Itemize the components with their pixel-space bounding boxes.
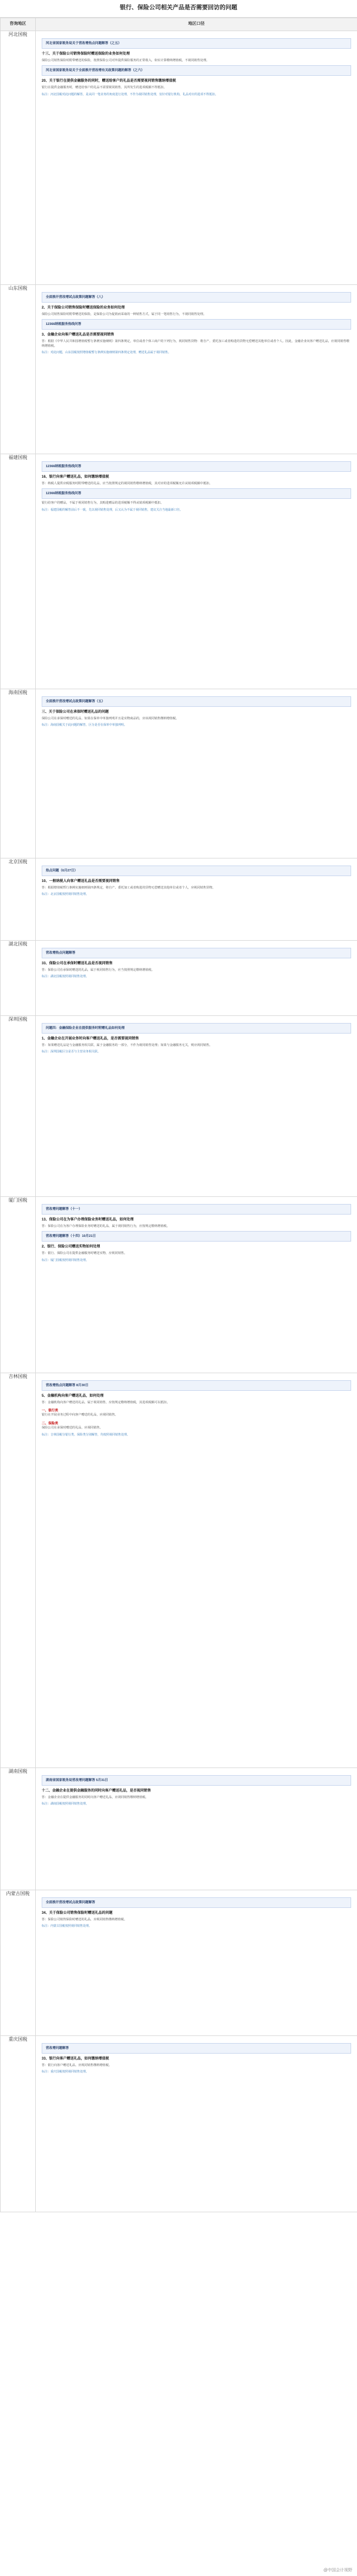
annotation-note: 标注：北京国税按照视同销售处理。 bbox=[42, 893, 89, 897]
region-cell: 山东国税 bbox=[1, 285, 36, 454]
answer-text: 答：保险公司销售保险时赠送的礼品，应视同销售缴纳增值税。 bbox=[42, 1917, 127, 1921]
header-content: 地区口径 bbox=[36, 18, 357, 31]
annotation-note: 标注：吉林国税分银行类、保险类分别解答，均按照视同销售处理。 bbox=[42, 1433, 130, 1437]
table-row bbox=[1, 2036, 357, 2212]
content-cell bbox=[36, 858, 357, 941]
annotation-note: 标注：深圳国税区分是否与主营业务相关联。 bbox=[42, 1050, 101, 1054]
annotation-note: 标注：内蒙古国税按照视同销售处理。 bbox=[42, 1924, 92, 1928]
section-heading: 12366纳税服务热线问答 bbox=[42, 461, 351, 472]
answer-text: 答：如果赠送礼品是与金融服务相关联，属于金融服务的一部分，不作为视同销售处理；如果与金融服务无关，则应视同销售。 bbox=[42, 1043, 213, 1047]
question-heading: 2、银行、保险公司赠送实物如何处理 bbox=[42, 1245, 100, 1249]
question-heading: 10、一般纳税人向客户赠送礼品是否需要视同销售 bbox=[42, 880, 120, 884]
title-bar bbox=[0, 0, 357, 18]
section-heading: 全面推开营改增试点政策问题解答 bbox=[42, 1897, 351, 1908]
question-heading: 1、金融企业在开展业务时向客户赠送礼品，是否需要视同销售 bbox=[42, 1037, 139, 1041]
section-heading: 12366纳税服务热线问答 bbox=[42, 488, 351, 499]
region-cell: 湖南国税 bbox=[1, 1768, 36, 1890]
answer-text: 答：保险公司在为客户办理保险业务时赠送的礼品，属于视同销售行为，应按规定缴纳增值税。 bbox=[42, 1224, 170, 1228]
content-cell bbox=[36, 1890, 357, 2036]
table-row bbox=[1, 858, 357, 941]
answer-text: 银行给客户的赠品，不属于视同销售行为，其购进赠品的进项税额不得从销项税额中抵扣。 bbox=[42, 501, 164, 505]
table-row bbox=[1, 941, 357, 1016]
answer-text: 答：根据增值税暂行条例实施细则第四条规定，将自产、委托加工或者购进的货物无偿赠送其他单位或者个人，应视同销售货物。 bbox=[42, 886, 215, 890]
content-cell bbox=[36, 31, 357, 285]
watermark: @中国会计视野 bbox=[323, 2568, 352, 2572]
section-heading: 问题四：金融保险企业在提供服务时附赠礼品如何处理 bbox=[42, 1023, 351, 1034]
answer-text: 答：保险公司在承保时赠送的礼品，属于视同销售行为，应当按照规定缴纳增值税。 bbox=[42, 968, 154, 972]
content-cell bbox=[36, 941, 357, 1016]
question-heading: 16、银行向客户赠送礼品，如何缴纳增值税 bbox=[42, 475, 109, 479]
answer-text: 银行在开展业务过程中向客户赠送的礼品，应视同销售。 bbox=[42, 1413, 118, 1417]
answer-text: 保险公司在承保时赠送的礼品，应视同销售。 bbox=[42, 1426, 103, 1430]
question-heading: 34、关于保险公司销售保险时赠送礼品的问题 bbox=[42, 1911, 113, 1916]
annotation-note: 标注：湖北国税按照视同销售处理。 bbox=[42, 975, 89, 979]
section-heading: 营改增问题解答（十四）10月21日 bbox=[42, 1231, 351, 1242]
annotation-note: 标注：厦门国税按照视同销售处理。 bbox=[42, 1258, 89, 1262]
page-title: 银行、保险公司相关产品是否需要回访的问题 bbox=[120, 5, 237, 12]
category-label: 二、保险类 bbox=[42, 1421, 58, 1425]
question-heading: 2、关于保险公司销售保险时赠送保险的业务如何处理 bbox=[42, 306, 125, 310]
content-cell bbox=[36, 2036, 357, 2212]
answer-text: 答：金融机构向客户赠送的礼品，属于视同销售，应按规定缴纳增值税，其进项税额可以抵扣。 bbox=[42, 1400, 170, 1404]
answer-text: 保险公司销售保险时附带赠送的保险，按照保险公司对外提供保险服务的正常收入，如实计算缴纳增值税，不视同销售处理。 bbox=[42, 58, 210, 62]
table-row bbox=[1, 689, 357, 858]
section-heading: 营改增问题解答（十一） bbox=[42, 1204, 351, 1215]
section-heading: 12366纳税服务热线问答 bbox=[42, 319, 351, 330]
header-region: 咨询地区 bbox=[1, 18, 36, 31]
content-cell bbox=[36, 1768, 357, 1890]
section-heading: 全面推开营改增试点政策问题解答（五） bbox=[42, 696, 351, 707]
table-row bbox=[1, 1016, 357, 1197]
annotation-note: 标注：福建国税的解答前后不一致，先以视同销售处理，后又认为不属于视同销售，建议关注当地最新口径。 bbox=[42, 508, 183, 512]
answer-text: 答：纳税人提供应税服务时附带赠送的礼品，应当按照规定的视同销售缴纳增值税，其对应的进项税额允许从销项税额中抵扣。 bbox=[42, 481, 213, 485]
answer-text: 银行在提供金融服务时，赠送给客户的礼品不需要视同销售，其所发生的进项税额不得抵扣。 bbox=[42, 86, 167, 90]
answer-text: 答：银行向客户赠送礼品，应视同销售缴纳增值税。 bbox=[42, 2063, 112, 2067]
region-cell: 湖北国税 bbox=[1, 941, 36, 1016]
annotation-note: 标注：湖南国税按照视同销售处理。 bbox=[42, 1802, 89, 1806]
question-heading: 33、银行向客户赠送礼品，如何缴纳增值税 bbox=[42, 2057, 109, 2061]
content-cell bbox=[36, 689, 357, 858]
answer-text: 答：金融企业在提供金融服务的同时向客户赠送礼品，应视同销售缴纳增值税。 bbox=[42, 1795, 149, 1799]
question-heading: 5、金融机构向客户赠送礼品，如何处理 bbox=[42, 1394, 104, 1398]
content-cell bbox=[36, 285, 357, 454]
section-heading: 湖南省国家税务局营改增问题解答 5月31日 bbox=[42, 1775, 351, 1786]
table-row bbox=[1, 1197, 357, 1373]
answer-text: 保险公司在承保时赠送的礼品，如果在保单中单独列明并且是实物商品的，应该视同销售缴纳增值税。 bbox=[42, 716, 179, 720]
table-row bbox=[1, 1890, 357, 2036]
section-heading: 热点问题（6月27日） bbox=[42, 866, 351, 876]
table-row bbox=[1, 1768, 357, 1890]
question-heading: 33、保险公司在承保时赠送礼品是否视同销售 bbox=[42, 962, 113, 966]
annotation-note: 标注：河北国税对此问题的解答，是从同一笔业务的角度进行处理，不作为视同销售处理，仅针对银行机构，礼品对应的进项不得抵扣。 bbox=[42, 92, 218, 96]
region-cell: 河北国税 bbox=[1, 31, 36, 285]
region-cell: 海南国税 bbox=[1, 689, 36, 858]
section-heading: 河北省国家税务局关于营改增热点问题解答（之五） bbox=[42, 38, 351, 49]
content-cell bbox=[36, 454, 357, 689]
region-cell: 厦门国税 bbox=[1, 1197, 36, 1373]
question-heading: 13、保险公司在为客户办理保险业务时赠送礼品，如何处理 bbox=[42, 1218, 134, 1222]
region-cell: 北京国税 bbox=[1, 858, 36, 941]
content-cell bbox=[36, 1373, 357, 1768]
annotation-note: 标注：对此问题，山东国税按照增值税暂行条例实施细则第四条规定处理，赠送礼品属于视同销售。 bbox=[42, 351, 171, 355]
annotation-note: 标注：重庆国税按照视同销售处理。 bbox=[42, 2070, 89, 2074]
answer-text: 答：银行、保险公司在提供金融服务时赠送实物，应视同销售。 bbox=[42, 1252, 127, 1256]
table-body bbox=[1, 31, 357, 2212]
policy-table bbox=[0, 18, 357, 2212]
section-heading: 营改增问题解答 bbox=[42, 2043, 351, 2054]
section-heading: 全面推开营改增试点政策问题解答（八） bbox=[42, 292, 351, 303]
section-heading: 河北省国家税务局关于全面推开营改增有关政策问题的解答（之六） bbox=[42, 65, 351, 76]
question-heading: 十三、关于保险公司销售保险时赠送保险的业务如何处理 bbox=[42, 52, 130, 56]
table-row bbox=[1, 31, 357, 285]
region-cell: 吉林国税 bbox=[1, 1373, 36, 1768]
question-heading: 20、关于银行在提供金融服务的同时，赠送给客户的礼品是否需要视同销售缴纳增值税 bbox=[42, 79, 176, 83]
answer-text: 保险公司销售保险时附带赠送的保险，是保险公司为促销而采取的一种销售方式，属于同一笔销售行为，不视同销售处理。 bbox=[42, 312, 207, 316]
region-cell: 内蒙古国税 bbox=[1, 1890, 36, 2036]
content-cell bbox=[36, 1016, 357, 1197]
table-row bbox=[1, 454, 357, 689]
table-row bbox=[1, 1373, 357, 1768]
table-header-row bbox=[1, 18, 357, 31]
region-cell: 福建国税 bbox=[1, 454, 36, 689]
content-cell bbox=[36, 1197, 357, 1373]
question-heading: 三、关于保险公司在承保时赠送礼品的问题 bbox=[42, 710, 109, 715]
region-cell: 深圳国税 bbox=[1, 1016, 36, 1197]
section-heading: 营改增热点问题解答 bbox=[42, 948, 351, 958]
region-cell: 重庆国税 bbox=[1, 2036, 36, 2212]
section-heading: 营改增热点问题解答 8月30日 bbox=[42, 1380, 351, 1391]
question-heading: 3、金融企业向客户赠送礼品是否需要视同销售 bbox=[42, 333, 114, 337]
answer-text: 答：根据《中华人民共和国增值税暂行条例实施细则》第四条规定，单位或者个体工商户的下列行为，视同销售货物：将自产、委托加工或者购进的货物无偿赠送其他单位或者个人。因此，金融企业向客户赠送礼品，应视同销售缴纳增值税。 bbox=[42, 340, 349, 348]
annotation-note: 标注：海南国税关于此问题的解答，区分是否在保单中单独列明。 bbox=[42, 723, 127, 727]
table-row bbox=[1, 285, 357, 454]
question-heading: 十二、金融企业在提供金融服务的同时向客户赠送礼品，是否视同销售 bbox=[42, 1789, 151, 1793]
category-label: 一、银行类 bbox=[42, 1409, 58, 1413]
